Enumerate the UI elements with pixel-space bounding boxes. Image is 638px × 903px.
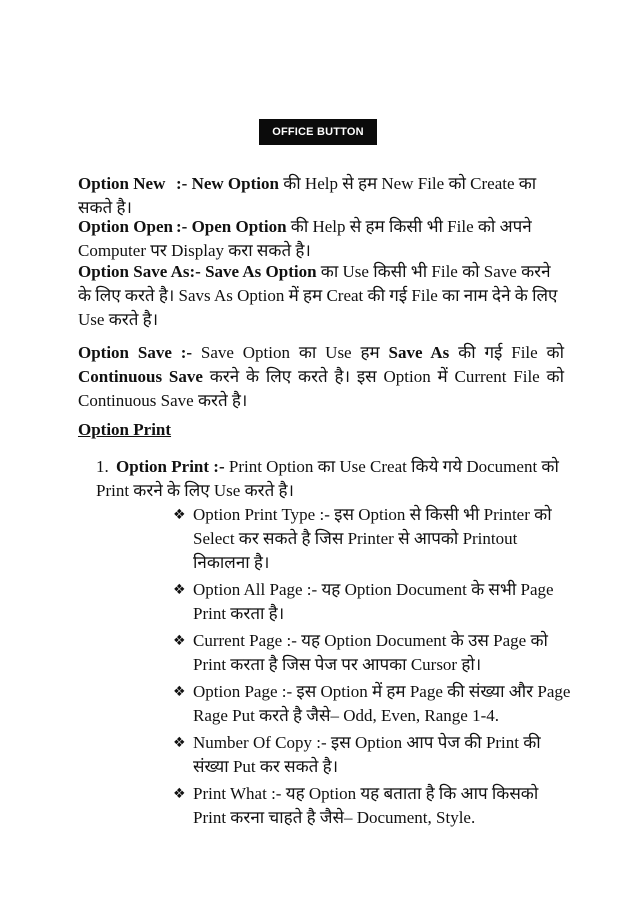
diamond-bullet-icon: ❖ <box>173 507 186 523</box>
bullet-text: Option Page :- इस Option में हम Page की संख्या और Page Rage Put करते है जैसे– Odd, Even, Range 1-4. <box>193 682 571 725</box>
option-print-text: Print Option का Use Creat किये गये Document को Print करने के लिए Use करते है। <box>96 457 559 500</box>
list-item <box>173 782 573 830</box>
page-title: OFFICE BUTTON <box>259 119 377 145</box>
diamond-bullet-icon: ❖ <box>173 735 186 751</box>
list-item <box>173 578 573 626</box>
list-number: 1. <box>96 457 109 476</box>
bullet-text: Print What :- यह Option यह बताता है कि आप किसको Print करना चाहते है जैसे– Document, Style. <box>193 784 539 827</box>
option-new-label: Option New <box>78 174 166 193</box>
option-open-paragraph <box>78 215 564 263</box>
diamond-bullet-icon: ❖ <box>173 684 186 700</box>
bullet-text: Number Of Copy :- इस Option आप पेज की Print की संख्या Put कर सकते है। <box>193 733 541 776</box>
option-new-paragraph <box>78 172 564 220</box>
option-open-label: Option Open <box>78 217 173 236</box>
option-save-as-paragraph <box>78 260 564 332</box>
option-save-text-3: करने के लिए करते है। इस Option में Current File को Continuous Save करते है। <box>78 367 564 410</box>
list-item <box>173 629 573 677</box>
option-save-bold-1: Save As <box>388 343 450 362</box>
diamond-bullet-icon: ❖ <box>173 582 186 598</box>
option-new-bold: New Option <box>191 174 279 193</box>
option-save-as-text: का Use किसी भी File को Save करने के लिए करते है। Savs As Option में हम Creat की गई File का नाम देने के लिए Use करते है। <box>78 262 558 329</box>
list-item <box>173 731 573 779</box>
diamond-bullet-icon: ❖ <box>173 786 186 802</box>
bullet-text: Option Print Type :- इस Option से किसी भी Printer को Select कर सकते है जिस Printer से आपको Printout निकालना है। <box>193 505 552 572</box>
option-save-text-2: की गई File को <box>449 343 564 362</box>
option-print-heading: Option Print <box>78 420 172 439</box>
bullet-text: Option All Page :- यह Option Document के सभी Page Print करता है। <box>193 580 554 623</box>
print-options-list <box>173 503 573 830</box>
option-new-text: की Help से हम New File को Create का सकते है। <box>78 174 537 217</box>
option-open-text: की Help से हम किसी भी File को अपने Computer पर Display करा सकते है। <box>78 217 532 260</box>
option-save-as-label: Option Save As <box>78 262 190 281</box>
option-save-bold-2: Continuous Save <box>78 367 203 386</box>
option-open-bold: Open Option <box>191 217 287 236</box>
diamond-bullet-icon: ❖ <box>173 633 186 649</box>
list-item <box>173 503 573 575</box>
bullet-text: Current Page :- यह Option Document के उस Page को Print करता है जिस पेज पर आपका Cursor हो। <box>193 631 548 674</box>
option-save-as-bold: Save As Option <box>205 262 317 281</box>
option-save-paragraph <box>78 341 564 413</box>
option-print-label: Option Print :- <box>116 457 229 476</box>
option-open-sep: :- <box>176 217 192 236</box>
option-new-sep: :- <box>176 174 192 193</box>
option-save-label: Option Save :- <box>78 343 201 362</box>
option-save-text-1: Save Option का Use हम <box>200 343 389 362</box>
list-item <box>173 680 573 728</box>
option-save-as-sep: :- <box>189 262 206 281</box>
print-list-item <box>96 455 566 503</box>
